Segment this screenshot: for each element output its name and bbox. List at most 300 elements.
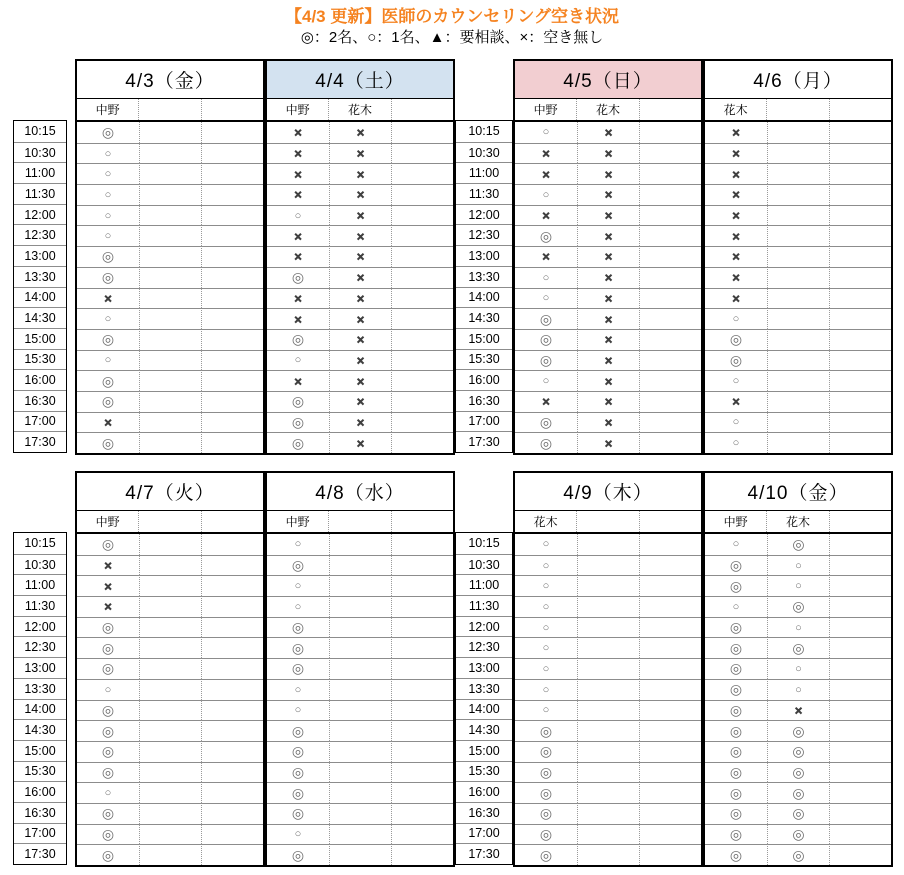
availability-cell: × bbox=[267, 225, 329, 246]
availability-cell bbox=[329, 824, 391, 845]
availability-cell: ◎ bbox=[767, 534, 829, 555]
availability-cell bbox=[391, 596, 453, 617]
staff-name-cell bbox=[829, 99, 891, 120]
availability-cell bbox=[829, 741, 891, 762]
time-label: 13:00 bbox=[456, 657, 512, 678]
availability-cell: ○ bbox=[705, 432, 767, 453]
availability-cell bbox=[829, 432, 891, 453]
availability-cell: × bbox=[705, 288, 767, 309]
time-label: 17:30 bbox=[456, 843, 512, 864]
availability-cell bbox=[639, 844, 701, 865]
availability-cell bbox=[829, 163, 891, 184]
availability-cell bbox=[329, 575, 391, 596]
staff-name-cell: 中野 bbox=[533, 103, 558, 117]
time-column bbox=[13, 532, 67, 865]
staff-name-cell: 花木 bbox=[766, 511, 828, 532]
availability-cell: × bbox=[329, 122, 391, 143]
staff-name-cell bbox=[328, 511, 390, 532]
availability-cell bbox=[391, 246, 453, 267]
availability-cell: ◎ bbox=[705, 720, 767, 741]
availability-cell bbox=[577, 700, 639, 721]
availability-cell bbox=[139, 412, 201, 433]
availability-cell bbox=[391, 391, 453, 412]
availability-cell bbox=[139, 143, 201, 164]
availability-cell bbox=[767, 246, 829, 267]
availability-grid bbox=[515, 122, 701, 453]
availability-cell bbox=[201, 803, 263, 824]
time-label: 10:15 bbox=[468, 124, 500, 139]
day-block bbox=[265, 59, 455, 455]
availability-cell: ◎ bbox=[705, 329, 767, 350]
availability-cell: × bbox=[577, 184, 639, 205]
availability-cell: × bbox=[329, 163, 391, 184]
availability-cell bbox=[829, 267, 891, 288]
time-label: 15:00 bbox=[456, 328, 512, 349]
availability-cell: ◎ bbox=[705, 350, 767, 371]
availability-cell bbox=[767, 412, 829, 433]
time-label: 17:00 bbox=[14, 411, 66, 432]
availability-cell: × bbox=[705, 143, 767, 164]
availability-cell: ◎ bbox=[77, 432, 139, 453]
availability-cell bbox=[639, 391, 701, 412]
availability-grid bbox=[267, 122, 453, 453]
availability-cell bbox=[201, 617, 263, 638]
availability-cell: ○ bbox=[77, 205, 139, 226]
staff-name-cell: 中野 bbox=[723, 515, 748, 529]
time-label: 14:30 bbox=[456, 719, 512, 740]
availability-cell: ◎ bbox=[767, 844, 829, 865]
availability-cell: ◎ bbox=[267, 741, 329, 762]
time-label: 15:00 bbox=[14, 328, 66, 349]
availability-cell: ◎ bbox=[267, 391, 329, 412]
availability-cell: ◎ bbox=[267, 637, 329, 658]
availability-cell bbox=[201, 679, 263, 700]
time-label: 12:30 bbox=[14, 636, 66, 657]
availability-cell: ○ bbox=[767, 679, 829, 700]
availability-cell bbox=[391, 163, 453, 184]
availability-cell bbox=[391, 844, 453, 865]
availability-cell bbox=[391, 741, 453, 762]
staff-name-cell: 花木 bbox=[328, 99, 390, 120]
availability-cell bbox=[639, 370, 701, 391]
availability-cell bbox=[577, 679, 639, 700]
availability-cell bbox=[329, 637, 391, 658]
availability-cell bbox=[201, 762, 263, 783]
staff-row bbox=[515, 511, 701, 534]
time-label: 14:30 bbox=[456, 307, 512, 328]
availability-cell bbox=[139, 555, 201, 576]
availability-cell bbox=[577, 617, 639, 638]
page-title: 【4/3 更新】医師のカウンセリング空き状況 bbox=[284, 7, 619, 26]
availability-cell: ◎ bbox=[767, 637, 829, 658]
availability-cell bbox=[391, 617, 453, 638]
availability-cell: ○ bbox=[767, 617, 829, 638]
availability-cell: × bbox=[515, 205, 577, 226]
availability-cell bbox=[639, 143, 701, 164]
time-label: 10:15 bbox=[468, 536, 500, 551]
date-header: 4/10（金） bbox=[705, 473, 891, 511]
availability-cell: × bbox=[267, 370, 329, 391]
availability-cell: × bbox=[329, 184, 391, 205]
day-block bbox=[513, 59, 703, 455]
availability-cell: ◎ bbox=[77, 637, 139, 658]
availability-cell: ◎ bbox=[77, 741, 139, 762]
availability-cell: × bbox=[329, 370, 391, 391]
availability-cell: ◎ bbox=[767, 803, 829, 824]
availability-cell: × bbox=[77, 596, 139, 617]
availability-cell bbox=[639, 412, 701, 433]
time-label: 11:30 bbox=[14, 183, 66, 204]
staff-row bbox=[267, 99, 453, 122]
availability-cell bbox=[329, 762, 391, 783]
availability-cell bbox=[829, 184, 891, 205]
availability-cell: ◎ bbox=[515, 350, 577, 371]
availability-cell bbox=[639, 225, 701, 246]
availability-cell: ○ bbox=[77, 782, 139, 803]
availability-cell: × bbox=[705, 225, 767, 246]
availability-cell bbox=[639, 617, 701, 638]
availability-cell bbox=[139, 803, 201, 824]
availability-cell bbox=[329, 741, 391, 762]
staff-name-cell bbox=[639, 99, 701, 120]
availability-cell bbox=[201, 205, 263, 226]
availability-cell bbox=[139, 122, 201, 143]
table-half bbox=[13, 471, 455, 867]
time-label: 10:30 bbox=[456, 142, 512, 163]
availability-cell bbox=[829, 720, 891, 741]
availability-cell bbox=[139, 658, 201, 679]
availability-cell bbox=[767, 308, 829, 329]
availability-cell bbox=[577, 575, 639, 596]
time-label: 11:00 bbox=[456, 162, 512, 183]
time-label: 16:30 bbox=[14, 390, 66, 411]
availability-cell: ◎ bbox=[267, 267, 329, 288]
availability-cell bbox=[139, 432, 201, 453]
availability-cell bbox=[139, 184, 201, 205]
availability-cell bbox=[329, 617, 391, 638]
availability-cell bbox=[139, 350, 201, 371]
availability-cell bbox=[767, 122, 829, 143]
availability-cell bbox=[577, 555, 639, 576]
availability-grid bbox=[267, 534, 453, 865]
availability-cell: ◎ bbox=[515, 308, 577, 329]
time-label: 14:00 bbox=[14, 287, 66, 308]
time-label: 10:30 bbox=[456, 554, 512, 575]
availability-cell: ○ bbox=[515, 267, 577, 288]
availability-cell: ◎ bbox=[77, 267, 139, 288]
day-block bbox=[703, 59, 893, 455]
page bbox=[0, 6, 904, 867]
availability-cell bbox=[639, 163, 701, 184]
availability-cell bbox=[577, 637, 639, 658]
availability-cell: ◎ bbox=[705, 824, 767, 845]
availability-cell: × bbox=[515, 246, 577, 267]
availability-cell bbox=[639, 329, 701, 350]
time-label: 16:30 bbox=[14, 802, 66, 823]
availability-cell bbox=[201, 637, 263, 658]
availability-cell bbox=[829, 658, 891, 679]
availability-cell bbox=[577, 741, 639, 762]
time-label: 10:15 bbox=[24, 536, 56, 551]
time-label: 14:30 bbox=[14, 307, 66, 328]
availability-cell: × bbox=[77, 288, 139, 309]
time-label: 11:00 bbox=[456, 574, 512, 595]
availability-cell bbox=[139, 700, 201, 721]
date-header: 4/3（金） bbox=[77, 61, 263, 99]
time-label: 15:30 bbox=[456, 349, 512, 370]
availability-cell bbox=[577, 534, 639, 555]
availability-cell bbox=[639, 122, 701, 143]
availability-grid bbox=[77, 122, 263, 453]
availability-cell: × bbox=[577, 350, 639, 371]
availability-cell: ○ bbox=[77, 143, 139, 164]
staff-name-cell bbox=[138, 511, 200, 532]
availability-cell bbox=[829, 679, 891, 700]
availability-cell: × bbox=[329, 143, 391, 164]
availability-cell: × bbox=[267, 288, 329, 309]
availability-cell bbox=[391, 122, 453, 143]
day-block bbox=[513, 471, 703, 867]
availability-cell bbox=[201, 329, 263, 350]
time-label: 16:00 bbox=[456, 369, 512, 390]
availability-cell bbox=[201, 412, 263, 433]
availability-cell bbox=[767, 163, 829, 184]
availability-cell bbox=[829, 803, 891, 824]
availability-cell bbox=[829, 225, 891, 246]
availability-grid bbox=[77, 534, 263, 865]
availability-cell bbox=[201, 596, 263, 617]
availability-cell: ○ bbox=[732, 538, 740, 551]
availability-cell: × bbox=[577, 225, 639, 246]
time-label: 16:00 bbox=[14, 369, 66, 390]
availability-cell bbox=[201, 122, 263, 143]
availability-cell: × bbox=[329, 329, 391, 350]
availability-cell: ◎ bbox=[77, 720, 139, 741]
availability-cell: × bbox=[705, 391, 767, 412]
availability-cell: ◎ bbox=[705, 782, 767, 803]
availability-cell bbox=[829, 288, 891, 309]
availability-cell: ○ bbox=[767, 555, 829, 576]
staff-name-cell bbox=[391, 511, 453, 532]
time-label: 11:30 bbox=[456, 595, 512, 616]
availability-cell: ◎ bbox=[767, 741, 829, 762]
availability-cell bbox=[139, 741, 201, 762]
availability-cell bbox=[391, 350, 453, 371]
time-label: 14:00 bbox=[14, 699, 66, 720]
availability-cell bbox=[577, 596, 639, 617]
availability-cell: ◎ bbox=[77, 844, 139, 865]
availability-cell: ◎ bbox=[77, 824, 139, 845]
availability-cell bbox=[577, 782, 639, 803]
availability-cell bbox=[639, 741, 701, 762]
time-column bbox=[455, 120, 513, 453]
availability-cell: ◎ bbox=[267, 658, 329, 679]
time-label: 13:30 bbox=[456, 678, 512, 699]
availability-cell: × bbox=[577, 432, 639, 453]
availability-cell bbox=[829, 596, 891, 617]
availability-cell: ◎ bbox=[515, 432, 577, 453]
availability-cell bbox=[391, 762, 453, 783]
availability-cell bbox=[139, 163, 201, 184]
availability-cell bbox=[201, 143, 263, 164]
availability-cell bbox=[639, 308, 701, 329]
staff-row bbox=[515, 99, 701, 122]
availability-cell bbox=[391, 637, 453, 658]
time-label: 14:30 bbox=[14, 719, 66, 740]
availability-cell: ◎ bbox=[705, 617, 767, 638]
availability-cell: ◎ bbox=[515, 329, 577, 350]
availability-cell: ◎ bbox=[767, 720, 829, 741]
availability-cell bbox=[829, 637, 891, 658]
time-label: 11:30 bbox=[14, 595, 66, 616]
availability-cell bbox=[201, 720, 263, 741]
availability-cell: ◎ bbox=[767, 782, 829, 803]
availability-cell bbox=[639, 679, 701, 700]
availability-cell: × bbox=[329, 246, 391, 267]
time-label: 12:00 bbox=[14, 616, 66, 637]
availability-cell bbox=[829, 143, 891, 164]
staff-row bbox=[77, 511, 263, 534]
availability-cell: ○ bbox=[267, 596, 329, 617]
availability-cell: × bbox=[77, 412, 139, 433]
availability-cell: ○ bbox=[515, 637, 577, 658]
time-label: 17:30 bbox=[14, 431, 66, 452]
availability-cell: × bbox=[577, 122, 639, 143]
availability-cell bbox=[391, 658, 453, 679]
availability-cell: ◎ bbox=[267, 762, 329, 783]
availability-cell bbox=[767, 184, 829, 205]
time-label: 16:00 bbox=[456, 781, 512, 802]
staff-name-cell: 花木 bbox=[576, 99, 638, 120]
availability-cell: × bbox=[577, 143, 639, 164]
availability-cell bbox=[391, 432, 453, 453]
availability-cell bbox=[391, 803, 453, 824]
availability-cell: × bbox=[577, 329, 639, 350]
time-label: 16:30 bbox=[456, 802, 512, 823]
availability-cell: ○ bbox=[515, 288, 577, 309]
time-label: 13:30 bbox=[456, 266, 512, 287]
availability-cell bbox=[829, 205, 891, 226]
time-label: 15:30 bbox=[14, 349, 66, 370]
availability-cell: ○ bbox=[77, 308, 139, 329]
availability-cell bbox=[829, 555, 891, 576]
availability-cell: ◎ bbox=[77, 803, 139, 824]
availability-cell bbox=[139, 617, 201, 638]
availability-cell: ◎ bbox=[705, 700, 767, 721]
availability-cell: ○ bbox=[542, 126, 550, 139]
availability-grid bbox=[705, 534, 891, 865]
availability-cell: ◎ bbox=[515, 720, 577, 741]
time-label: 14:00 bbox=[456, 287, 512, 308]
availability-cell: ○ bbox=[77, 163, 139, 184]
availability-cell bbox=[201, 782, 263, 803]
availability-cell bbox=[139, 267, 201, 288]
availability-cell bbox=[577, 824, 639, 845]
availability-cell bbox=[139, 391, 201, 412]
availability-cell bbox=[391, 575, 453, 596]
time-label: 16:00 bbox=[14, 781, 66, 802]
time-label: 12:00 bbox=[14, 204, 66, 225]
availability-cell bbox=[201, 308, 263, 329]
availability-cell: ○ bbox=[515, 679, 577, 700]
availability-cell bbox=[829, 617, 891, 638]
availability-cell: × bbox=[577, 246, 639, 267]
availability-cell: × bbox=[705, 184, 767, 205]
availability-cell: ◎ bbox=[705, 637, 767, 658]
availability-cell: ○ bbox=[705, 370, 767, 391]
availability-cell bbox=[329, 658, 391, 679]
availability-cell: ○ bbox=[515, 700, 577, 721]
availability-cell bbox=[829, 308, 891, 329]
staff-row bbox=[77, 99, 263, 122]
availability-cell bbox=[639, 637, 701, 658]
availability-cell bbox=[329, 534, 391, 555]
availability-cell bbox=[391, 824, 453, 845]
availability-cell bbox=[391, 308, 453, 329]
availability-cell: ◎ bbox=[267, 617, 329, 638]
availability-cell: × bbox=[329, 225, 391, 246]
availability-cell bbox=[639, 350, 701, 371]
day-block bbox=[75, 471, 265, 867]
availability-cell bbox=[767, 288, 829, 309]
time-label: 12:00 bbox=[456, 204, 512, 225]
day-block bbox=[703, 471, 893, 867]
availability-cell: ○ bbox=[267, 350, 329, 371]
staff-name-cell: 中野 bbox=[95, 515, 120, 529]
availability-cell bbox=[829, 412, 891, 433]
time-label: 10:30 bbox=[14, 142, 66, 163]
availability-cell bbox=[639, 596, 701, 617]
availability-cell: ○ bbox=[515, 184, 577, 205]
availability-cell bbox=[829, 824, 891, 845]
availability-cell bbox=[201, 225, 263, 246]
availability-cell: × bbox=[767, 700, 829, 721]
availability-cell: × bbox=[515, 143, 577, 164]
time-label: 11:30 bbox=[456, 183, 512, 204]
availability-cell: × bbox=[329, 350, 391, 371]
availability-cell bbox=[391, 555, 453, 576]
date-header: 4/7（火） bbox=[77, 473, 263, 511]
staff-row bbox=[267, 511, 453, 534]
availability-cell bbox=[139, 782, 201, 803]
time-label: 16:30 bbox=[456, 390, 512, 411]
availability-cell: × bbox=[705, 163, 767, 184]
time-column bbox=[455, 532, 513, 865]
availability-cell bbox=[139, 596, 201, 617]
availability-grid bbox=[515, 534, 701, 865]
schedule-week1 bbox=[13, 59, 904, 455]
availability-cell: × bbox=[267, 163, 329, 184]
availability-cell bbox=[201, 844, 263, 865]
staff-name-cell bbox=[766, 99, 828, 120]
availability-cell bbox=[139, 225, 201, 246]
availability-cell bbox=[139, 720, 201, 741]
availability-cell bbox=[767, 205, 829, 226]
availability-cell bbox=[139, 534, 201, 555]
availability-cell: ○ bbox=[542, 538, 550, 551]
availability-cell bbox=[639, 658, 701, 679]
availability-cell: × bbox=[577, 370, 639, 391]
availability-cell bbox=[139, 205, 201, 226]
availability-cell bbox=[139, 824, 201, 845]
availability-cell bbox=[329, 844, 391, 865]
availability-cell bbox=[391, 143, 453, 164]
availability-cell bbox=[639, 288, 701, 309]
availability-cell bbox=[829, 762, 891, 783]
time-label: 17:00 bbox=[456, 411, 512, 432]
availability-cell: ○ bbox=[294, 538, 302, 551]
availability-cell: ◎ bbox=[515, 225, 577, 246]
